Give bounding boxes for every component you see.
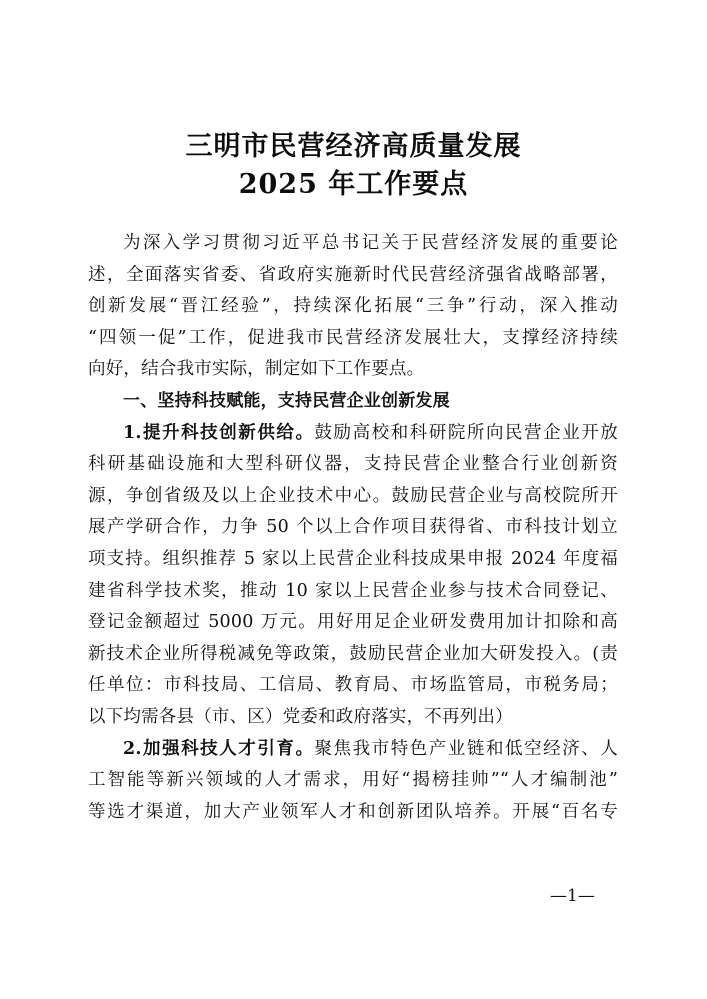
item1-line: 以下均需各县（市、区）党委和政府落实，不再列出） xyxy=(88,706,513,727)
item1-line: 科研基础设施和大型科研仪器，支持民营企业整合行业创新资 xyxy=(88,454,618,475)
item1-line: 登记金额超过 5000 万元。用好用足企业研发费用加计扣除和高 xyxy=(88,612,618,633)
document-title-line2: 2025 年工作要点 xyxy=(238,169,469,200)
item1-first-line xyxy=(88,418,618,450)
document-title-line1: 三明市民营经济高质量发展 xyxy=(185,131,522,162)
intro-line: 为深入学习贯彻习近平总书记关于民营经济发展的重要论 xyxy=(123,233,618,253)
intro-line: “四领一促”工作，促进我市民营经济发展壮大，支撑经济持续 xyxy=(88,327,618,348)
item2-first-line-text: 聚焦我市特色产业链和低空经济、人 xyxy=(314,738,618,759)
intro-line: 向好，结合我市实际，制定如下工作要点。 xyxy=(88,359,425,380)
item1-line: 建省科学技术奖，推动 10 家以上民营企业参与技术合同登记、 xyxy=(88,580,618,601)
intro-line: 述，全面落实省委、省政府实施新时代民营经济强省战略部署， xyxy=(88,264,618,285)
item1-line: 任单位：市科技局、工信局、教育局、市场监管局，市税务局； xyxy=(88,675,618,696)
item1-first-line-text: 鼓励高校和科研院所向民营企业开放 xyxy=(314,422,618,443)
item2-line: 等选才渠道，加大产业领军人才和创新团队培养。开展“百名专 xyxy=(88,801,618,822)
item1-line: 源，争创省级及以上企业技术中心。鼓励民营企业与高校院所开 xyxy=(88,485,618,506)
item2-first-line xyxy=(88,734,618,766)
item2-line: 工智能等新兴领域的人才需求，用好“揭榜挂帅”“人才编制池” xyxy=(88,770,618,791)
item1-label: 1.提升科技创新供给。 xyxy=(123,422,315,443)
item1-line: 新技术企业所得税减免等政策，鼓励民营企业加大研发投入。(责 xyxy=(88,643,618,664)
page-number: —1— xyxy=(550,886,595,906)
item1-line: 展产学研合作，力争 50 个以上合作项目获得省、市科技计划立 xyxy=(88,517,618,538)
section-heading: 一、坚持科技赋能，支持民营企业创新发展 xyxy=(123,390,450,411)
intro-line: 创新发展“晋江经验”，持续深化拓展“三争”行动，深入推动 xyxy=(88,296,618,317)
item1-line: 项支持。组织推荐 5 家以上民营企业科技成果申报 2024 年度福 xyxy=(88,548,618,569)
document-body xyxy=(88,228,618,828)
item2-label: 2.加强科技人才引育。 xyxy=(123,738,315,759)
